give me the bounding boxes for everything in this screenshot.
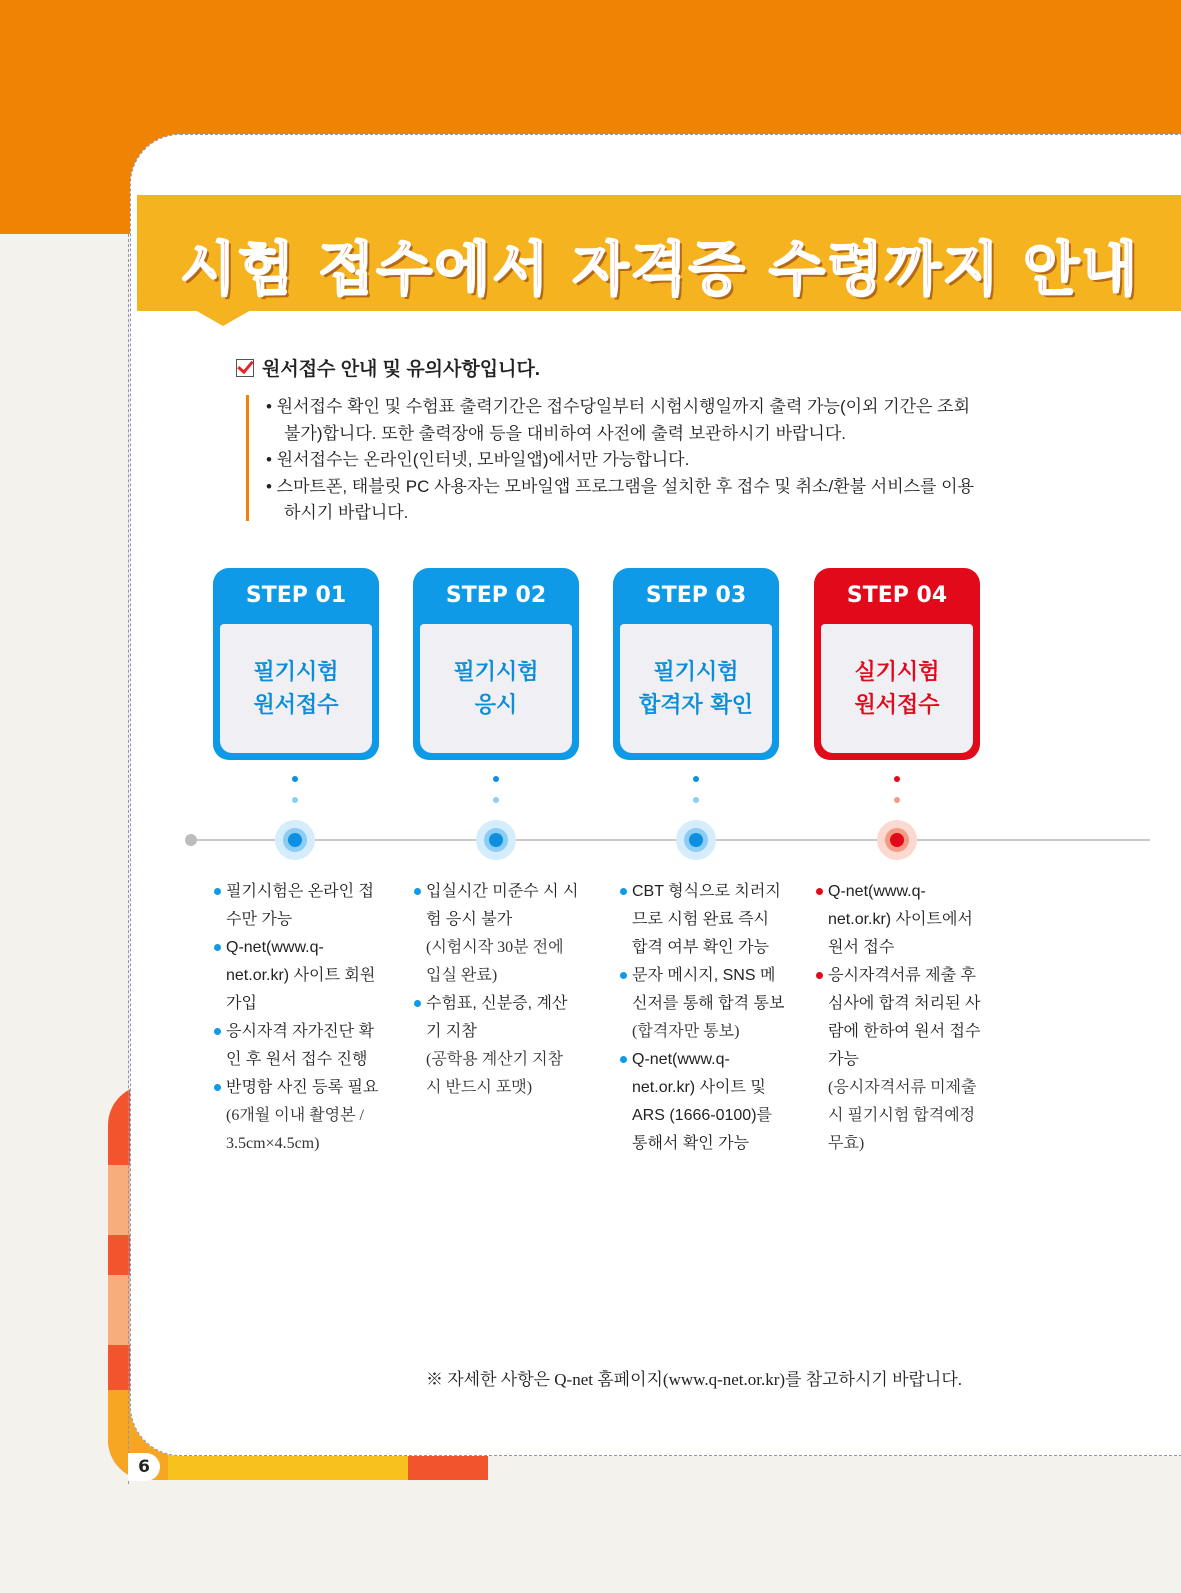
notice-item: • 스마트폰, 태블릿 PC 사용자는 모바일앱 프로그램을 설치한 후 접수 및 취소/환불 서비스를 이용하시기 바랍니다. xyxy=(266,476,975,522)
step-label: STEP 03 xyxy=(645,583,747,608)
detail-item: 응시자격 자가진단 확인 후 원서 접수 진행 xyxy=(214,1018,382,1074)
connector-dot xyxy=(292,797,298,803)
step-01-details xyxy=(214,878,382,1158)
checkbox-check-icon xyxy=(236,359,254,377)
connector-dot xyxy=(493,797,499,803)
notice-item: • 원서접수 확인 및 수험표 출력기간은 접수당일부터 시험시행일까지 출력 가능(이외 기간은 조회불가)합니다. 또한 출력장애 등을 대비하여 사전에 출력 보관하시기 바랍니다. xyxy=(266,397,971,443)
timeline-node-03 xyxy=(676,820,716,860)
detail-item: CBT 형식으로 치러지므로 시험 완료 즉시 합격 여부 확인 가능 xyxy=(620,878,788,962)
timeline-node-01 xyxy=(275,820,315,860)
detail-note: (공학용 계산기 지참 시 반드시 포맷) xyxy=(426,1051,563,1096)
detail-item: Q-net(www.q-net.or.kr) 사이트 회원 가입 xyxy=(214,934,382,1018)
detail-item: Q-net(www.q-net.or.kr) 사이트 및 ARS (1666-0100)를 통해서 확인 가능 xyxy=(620,1046,788,1158)
detail-note: (합격자만 통보) xyxy=(632,1023,740,1040)
notice-heading-text: 원서접수 안내 및 유의사항입니다. xyxy=(262,359,541,380)
detail-item: Q-net(www.q-net.or.kr) 사이트에서 원서 접수 xyxy=(816,878,986,962)
step-02-details xyxy=(414,878,582,1102)
step-card-02 xyxy=(413,568,579,760)
detail-item: 입실시간 미준수 시 시험 응시 불가 xyxy=(414,878,582,934)
notice-accent-bar xyxy=(246,395,249,521)
step-content xyxy=(220,624,372,753)
timeline-node-04 xyxy=(877,820,917,860)
step-title-line2: 합격자 확인 xyxy=(639,692,753,718)
detail-item: 응시자격서류 제출 후 심사에 합격 처리된 사람에 한하여 원서 접수 가능 xyxy=(816,962,986,1074)
step-title-line1: 실기시험 xyxy=(854,659,940,685)
page-title: 시험 접수에서 자격증 수령까지 안내 xyxy=(180,235,1140,303)
detail-note: (6개월 이내 촬영본 / 3.5cm×4.5cm) xyxy=(226,1107,364,1152)
connector-dot xyxy=(693,797,699,803)
detail-item: 반명함 사진 등록 필요 xyxy=(214,1074,382,1102)
step-card-01 xyxy=(213,568,379,760)
connector-dot xyxy=(292,776,298,782)
detail-note: (시험시작 30분 전에 입실 완료) xyxy=(426,939,564,984)
footnote: ※ 자세한 사항은 Q-net 홈페이지(www.q-net.or.kr)를 참고하시기 바랍니다. xyxy=(426,1370,963,1389)
step-label: STEP 01 xyxy=(245,583,347,608)
step-content xyxy=(620,624,772,753)
connector-dot xyxy=(894,776,900,782)
step-label: STEP 02 xyxy=(445,583,547,608)
page-number: 6 xyxy=(128,1453,160,1481)
step-label: STEP 04 xyxy=(846,583,948,608)
step-title-line2: 원서접수 xyxy=(253,692,339,718)
step-title-line1: 필기시험 xyxy=(453,659,539,685)
detail-item: 수험표, 신분증, 계산기 지참 xyxy=(414,990,582,1046)
connector-dot xyxy=(894,797,900,803)
connector-dot xyxy=(693,776,699,782)
notice-heading xyxy=(236,354,540,381)
timeline-line xyxy=(190,839,1150,841)
content-card xyxy=(130,134,1181,1456)
detail-item: 문자 메시지, SNS 메신저를 통해 합격 통보 xyxy=(620,962,788,1018)
step-title-line2: 원서접수 xyxy=(854,692,940,718)
step-card-04 xyxy=(814,568,980,760)
timeline-start-dot xyxy=(185,834,197,846)
notice-list xyxy=(266,394,986,527)
step-03-details xyxy=(620,878,788,1158)
left-dashed-line xyxy=(128,234,129,1484)
title-banner-notch xyxy=(195,310,251,326)
step-content xyxy=(420,624,572,753)
step-04-details xyxy=(816,878,986,1158)
step-card-03 xyxy=(613,568,779,760)
connector-dot xyxy=(493,776,499,782)
step-title-line1: 필기시험 xyxy=(253,659,339,685)
step-content xyxy=(821,624,973,753)
step-title-line2: 응시 xyxy=(474,692,518,718)
timeline-node-02 xyxy=(476,820,516,860)
detail-note: (응시자격서류 미제출 시 필기시험 합격예정 무효) xyxy=(828,1079,977,1152)
step-title-line1: 필기시험 xyxy=(653,659,739,685)
notice-item: • 원서접수는 온라인(인터넷, 모바일앱)에서만 가능합니다. xyxy=(266,450,690,469)
detail-item: 필기시험은 온라인 접수만 가능 xyxy=(214,878,382,934)
